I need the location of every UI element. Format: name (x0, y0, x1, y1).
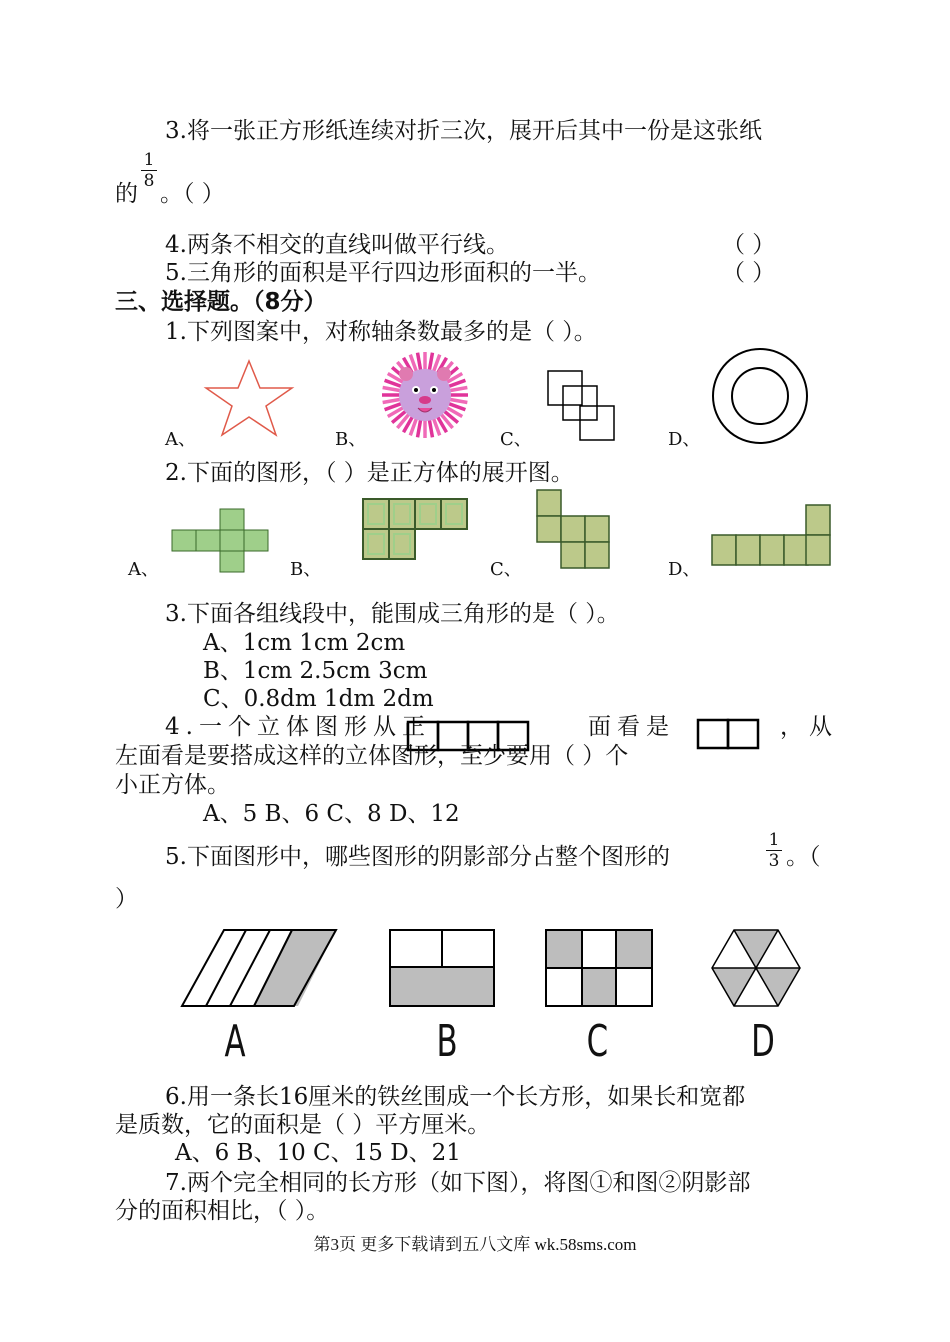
c6-line2: 是质数，它的面积是（ ）平方厘米。 (115, 1112, 491, 1138)
section3-heading: 三、选择题。（8分） (115, 289, 327, 315)
c4-line2: 左面看是要搭成这样的立体图形，至少要用（ ）个 (115, 743, 629, 769)
judge-q4-paren: （ ） (722, 232, 776, 258)
c2-opt-b: B、 (290, 559, 322, 580)
grid-c-figure (544, 928, 654, 1008)
judge-q3-line2-prefix: 的 (115, 181, 138, 207)
judge-q3-line2-suffix: 。（ ） (160, 181, 225, 207)
parallelogram-figure (178, 926, 342, 1010)
c2-stem: 2.下面的图形，（ ）是正方体的展开图。 (165, 460, 574, 486)
judge-q4: 4.两条不相交的直线叫做平行线。 (165, 232, 509, 258)
c2-opt-d: D、 (668, 559, 701, 580)
c1-opt-b: B、 (335, 429, 367, 450)
page-footer: 第3页 更多下载请到五八文库 wk.58sms.com (313, 1235, 637, 1254)
c3-opt-c: C、0.8dm 1dm 2dm (203, 686, 434, 712)
judge-q5-paren: （ ） (722, 260, 776, 286)
c3-stem: 3.下面各组线段中，能围成三角形的是（ ）。 (165, 601, 620, 627)
star-figure (203, 358, 295, 438)
c2-opt-c: C、 (490, 559, 522, 580)
c4-line3: 小正方体。 (115, 772, 230, 798)
judge-q3-fraction: 1 8 (141, 150, 157, 191)
net-b-figure (360, 496, 470, 566)
c5-label-a: A (224, 1016, 246, 1067)
c5-line2: ） (115, 886, 138, 912)
c7-line2: 分的面积相比，（ ）。 (115, 1198, 330, 1224)
hexagon-figure (708, 924, 804, 1012)
judge-q3-line1: 3.将一张正方形纸连续对折三次，展开后其中一份是这张纸 (165, 118, 762, 144)
c5-fraction: 1 3 (766, 830, 782, 871)
c5-label-b: B (436, 1016, 458, 1067)
c4-part2: 面看是 (588, 714, 675, 740)
c5-label-d: D (751, 1016, 775, 1067)
judge-q5: 5.三角形的面积是平行四边形面积的一半。 (165, 260, 601, 286)
c6-line1: 6.用一条长16厘米的铁丝围成一个长方形，如果长和宽都 (165, 1084, 746, 1110)
lion-figure (380, 350, 470, 440)
c6-opts: A、6 B、10 C、15 D、21 (175, 1140, 461, 1166)
c1-opt-d: D、 (668, 429, 701, 450)
c1-opt-c: C、 (500, 429, 532, 450)
c7-line1: 7.两个完全相同的长方形（如下图），将图①和图②阴影部 (165, 1170, 751, 1196)
c1-opt-a: A、 (165, 429, 196, 450)
c5-label-c: C (586, 1016, 609, 1067)
net-a-figure (170, 508, 272, 574)
c4-opts: A、5 B、6 C、8 D、12 (203, 801, 460, 827)
c1-stem: 1.下列图案中，对称轴条数最多的是（ ）。 (165, 319, 597, 345)
c4-part3: ，从 (780, 714, 838, 740)
squares-figure (545, 368, 617, 444)
c5-stem: 5.下面图形中，哪些图形的阴影部分占整个图形的 (165, 844, 670, 870)
c4-part1: 4.一个立体图形从正 (165, 714, 431, 740)
net-d-figure (710, 504, 832, 568)
net-c-figure (535, 488, 615, 570)
c5-tail: 。（ (786, 844, 821, 870)
rectangle-b-figure (388, 928, 496, 1008)
left-view-figure (696, 718, 760, 750)
c2-opt-a: A、 (128, 559, 159, 580)
rings-figure (708, 346, 812, 446)
c3-opt-b: B、1cm 2.5cm 3cm (203, 658, 428, 684)
c3-opt-a: A、1cm 1cm 2cm (203, 630, 406, 656)
